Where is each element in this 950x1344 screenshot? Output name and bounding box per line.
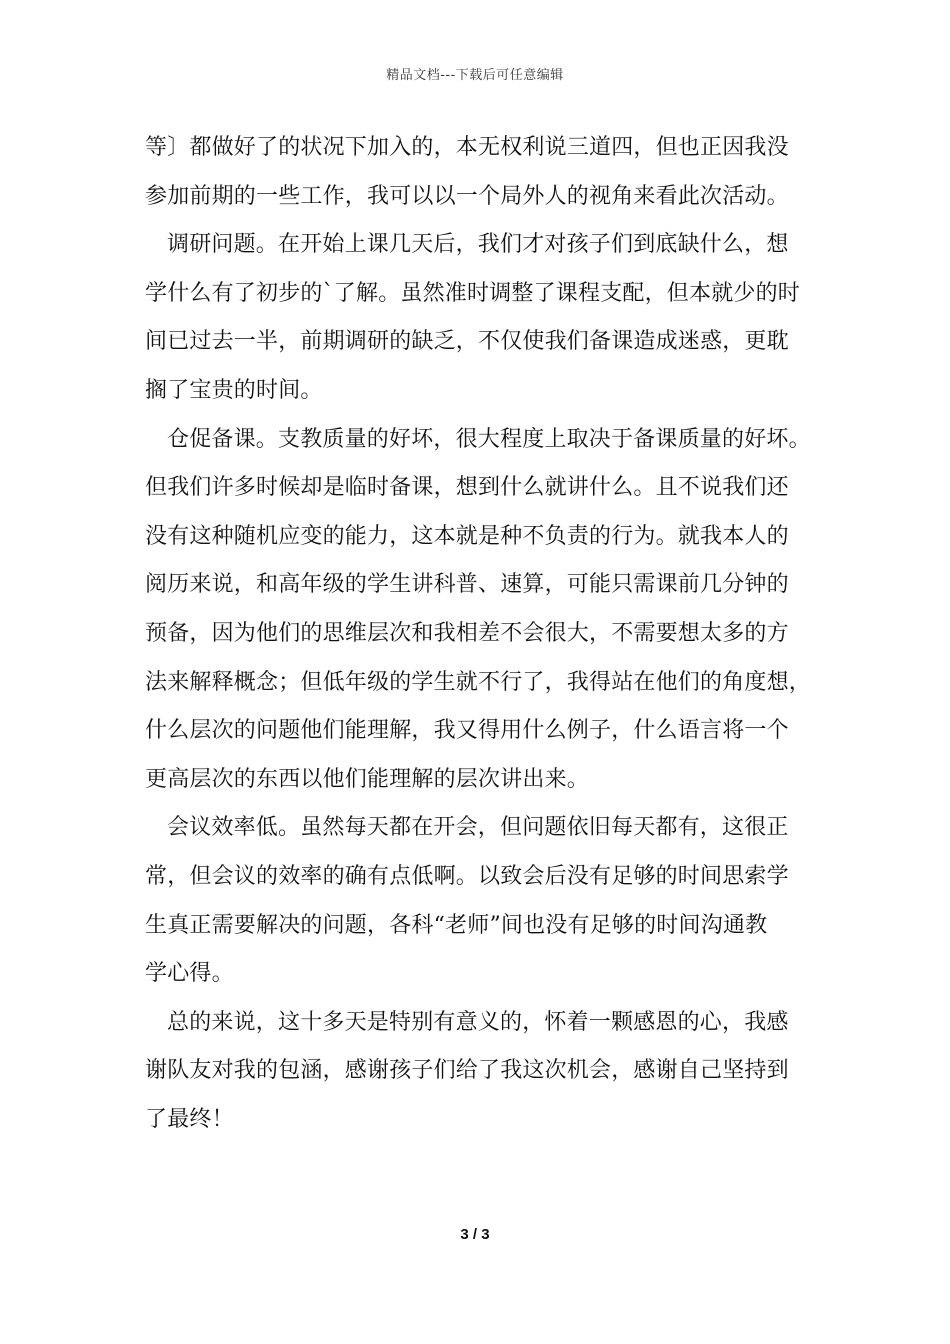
text-line: 更高层次的东西以他们能理解的层次讲出来。 — [145, 766, 590, 792]
text-line: 预备，因为他们的思维层次和我相差不会很大，不需要想太多的方 — [145, 620, 789, 646]
document-body — [145, 124, 825, 1144]
text-line: 谢队友对我的包涵，感谢孩子们给了我这次机会，感谢自己坚持到 — [145, 1058, 789, 1084]
text-line: 没有这种随机应变的能力，这本就是种不负责的行为。就我本人的 — [145, 523, 789, 549]
paragraph-start-line: 调研问题。在开始上课几天后，我们才对孩子们到底缺什么，想 — [167, 232, 789, 258]
text-line: 参加前期的一些工作，我可以以一个局外人的视角来看此次活动。 — [145, 183, 789, 209]
text-line: 法来解释概念；但低年级的学生就不行了，我得站在他们的角度想， — [145, 669, 812, 695]
text-line: 学什么有了初步的`了解。虽然准时调整了课程支配，但本就少的时 — [145, 280, 801, 306]
paragraph-start-line: 仓促备课。支教质量的好坏，很大程度上取决于备课质量的好坏。 — [167, 426, 811, 452]
paragraph-start-line: 会议效率低。虽然每天都在开会，但问题依旧每天都有，这很正 — [167, 815, 789, 841]
text-line: 生真正需要解决的问题，各科“老师”间也没有足够的时间沟通教 — [145, 912, 768, 938]
page-header: 精品文档---下载后可任意编辑 — [386, 68, 564, 83]
text-line: 等〕都做好了的状况下加入的，本无权利说三道四，但也正因我没 — [145, 135, 789, 160]
text-line: 间已过去一半，前期调研的缺乏，不仅使我们备课造成迷惑，更耽 — [145, 329, 789, 355]
text-line: 阅历来说，和高年级的学生讲科普、速算，可能只需课前几分钟的 — [145, 572, 789, 598]
text-line: 但我们许多时候却是临时备课，想到什么就讲什么。且不说我们还 — [145, 475, 789, 501]
paragraph-start-line: 总的来说，这十多天是特别有意义的，怀着一颗感恩的心，我感 — [167, 1009, 789, 1035]
text-line: 学心得。 — [145, 961, 234, 987]
text-line: 了最终！ — [145, 1106, 234, 1132]
page-number: 3 / 3 — [460, 1226, 490, 1243]
text-line: 搁了宝贵的时间。 — [145, 377, 323, 403]
text-line: 什么层次的问题他们能理解，我又得用什么例子，什么语言将一个 — [145, 718, 789, 744]
text-line: 常，但会议的效率的确有点低啊。以致会后没有足够的时间思索学 — [145, 863, 789, 889]
